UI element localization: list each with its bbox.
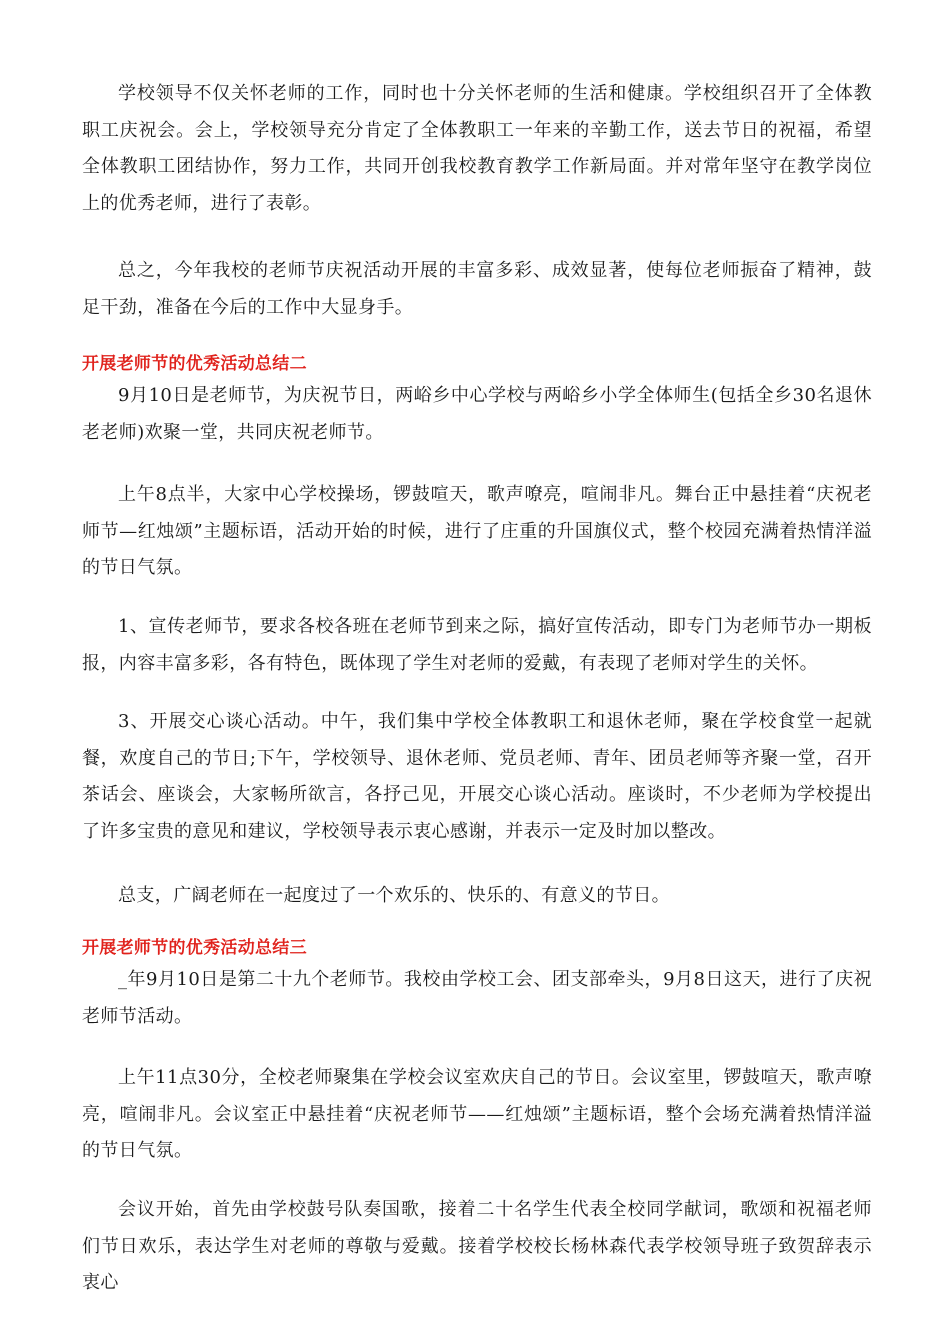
paragraph-text: 会议开始，首先由学校鼓号队奏国歌，接着二十名学生代表全校同学献词，歌颂和祝福老师们节日欢乐，表达学生对老师的尊敬与爱戴。接着学校校长杨林森代表学校领导班子致贺辞表示衷心	[82, 1199, 872, 1294]
paragraph-text: 总之，今年我校的老师节庆祝活动开展的丰富多彩、成效显著，使每位老师振奋了精神，鼓足干劲，准备在今后的工作中大显身手。	[82, 260, 872, 318]
paragraph-summary-one	[82, 253, 872, 326]
section-title: 开展老师节的优秀活动总结二	[82, 354, 307, 374]
paragraph-text: 上午8点半，大家中心学校操场，锣鼓喧天，歌声嘹亮，喧闹非凡。舞台正中悬挂着“庆祝老师节—红烛颂”主题标语，活动开始的时候，进行了庄重的升国旗仪式，整个校园充满着热情洋溢的节日气氛。	[82, 484, 872, 579]
paragraph-text: 学校领导不仅关怀老师的工作，同时也十分关怀老师的生活和健康。学校组织召开了全体教职工庆祝会。会上，学校领导充分肯定了全体教职工一年来的辛勤工作，送去节日的祝福，希望全体教职工团结协作，努力工作，共同开创我校教育教学工作新局面。并对常年坚守在教学岗位上的优秀老师，进行了表彰。	[82, 83, 872, 214]
section-title: 开展老师节的优秀活动总结三	[82, 938, 307, 958]
paragraph-text: 总支，广阔老师在一起度过了一个欢乐的、快乐的、有意义的节日。	[118, 885, 670, 906]
paragraph-union-event	[82, 962, 872, 1035]
paragraph-heart-to-heart	[82, 704, 872, 850]
paragraph-text: 上午11点30分，全校老师聚集在学校会议室欢庆自己的节日。会议室里，锣鼓喧天，歌声嘹亮，喧闹非凡。会议室正中悬挂着“庆祝老师节——红烛颂”主题标语，整个会场充满着热情洋溢的节日气氛。	[82, 1067, 872, 1162]
paragraph-publicity	[82, 609, 872, 682]
paragraph-text: 1、宣传老师节，要求各校各班在老师节到来之际，搞好宣传活动，即专门为老师节办一期板报，内容丰富多彩，各有特色，既体现了学生对老师的爱戴，有表现了老师对学生的关怀。	[82, 616, 872, 674]
section-heading-three	[82, 934, 872, 962]
paragraph-meeting-start	[82, 1192, 872, 1302]
paragraph-teachers-day-intro	[82, 378, 872, 451]
section-heading-two	[82, 350, 872, 378]
paragraph-leaders-care	[82, 76, 872, 222]
paragraph-summary-two	[82, 878, 872, 915]
paragraph-meeting-room	[82, 1060, 872, 1170]
paragraph-text: 3、开展交心谈心活动。中午，我们集中学校全体教职工和退休老师，聚在学校食堂一起就餐，欢度自己的节日;下午，学校领导、退休老师、党员老师、青年、团员老师等齐聚一堂，召开茶话会、座谈会，大家畅所欲言，各抒己见，开展交心谈心活动。座谈时，不少老师为学校提出了许多宝贵的意见和建议，学校领导表示衷心感谢，并表示一定及时加以整改。	[82, 711, 872, 842]
paragraph-morning-ceremony	[82, 477, 872, 587]
paragraph-text: 9月10日是老师节，为庆祝节日，两峪乡中心学校与两峪乡小学全体师生(包括全乡30名退休老老师)欢聚一堂，共同庆祝老师节。	[82, 385, 872, 443]
paragraph-text: _年9月10日是第二十九个老师节。我校由学校工会、团支部牵头，9月8日这天，进行了庆祝老师节活动。	[82, 969, 872, 1027]
